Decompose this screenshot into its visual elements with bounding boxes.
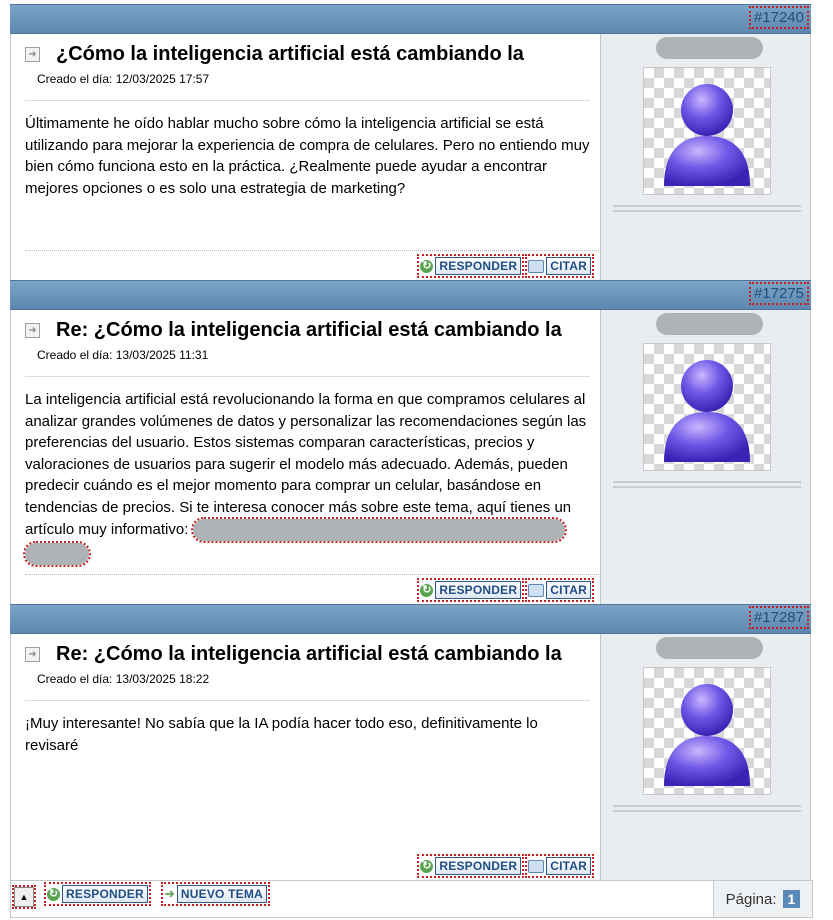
post-title-row bbox=[25, 319, 562, 342]
avatar-icon bbox=[644, 68, 770, 194]
quote-button-label: CITAR bbox=[546, 257, 591, 275]
reply-button-label: RESPONDER bbox=[435, 257, 521, 275]
post-actions bbox=[418, 855, 593, 877]
quote-button[interactable] bbox=[526, 855, 593, 877]
reply-button[interactable] bbox=[418, 579, 523, 601]
reply-icon: ↻ bbox=[422, 583, 432, 596]
reply-button-label: RESPONDER bbox=[435, 857, 521, 875]
post-text: Últimamente he oído hablar mucho sobre cómo la inteligencia artificial se está utilizando para mejorar la experiencia de compra de celulares. Pero no entiendo muy bien cómo funciona esto en la práctica. ¿Realmente puede ayudar a encontrar mejores opciones o es solo una estrategia de marketing? bbox=[25, 115, 590, 197]
post-body bbox=[10, 634, 811, 880]
author-info-lines bbox=[613, 481, 801, 491]
post-id-link[interactable]: #17287 bbox=[751, 608, 807, 627]
thread-footer bbox=[10, 880, 813, 918]
divider bbox=[25, 700, 590, 701]
quote-button-label: CITAR bbox=[546, 857, 591, 875]
post-title: ¿Cómo la inteligencia artificial está cambiando la bbox=[56, 43, 524, 65]
new-topic-label: NUEVO TEMA bbox=[177, 885, 267, 903]
post bbox=[10, 604, 811, 880]
post-id-link[interactable]: #17275 bbox=[751, 284, 807, 303]
reply-button[interactable] bbox=[418, 255, 523, 277]
post-actions bbox=[418, 579, 593, 601]
post-title-row bbox=[25, 643, 562, 666]
post-header bbox=[10, 604, 811, 634]
post-content bbox=[11, 634, 601, 880]
reply-icon: ↻ bbox=[422, 859, 432, 872]
author-info-lines bbox=[613, 205, 801, 215]
divider bbox=[25, 574, 599, 575]
post-title: Re: ¿Cómo la inteligencia artificial está cambiando la bbox=[56, 643, 562, 665]
post-header bbox=[10, 4, 811, 34]
quote-icon bbox=[528, 260, 544, 273]
post-actions bbox=[418, 255, 593, 277]
post-title-row bbox=[25, 43, 524, 66]
pagination bbox=[713, 881, 812, 917]
post-content bbox=[11, 34, 601, 280]
page-label: Página: bbox=[725, 890, 777, 908]
post-text bbox=[25, 389, 591, 565]
article-link[interactable] bbox=[193, 519, 565, 541]
footer-reply-label: RESPONDER bbox=[62, 885, 148, 903]
divider bbox=[25, 100, 590, 101]
quote-icon bbox=[528, 584, 544, 597]
post-header bbox=[10, 280, 811, 310]
avatar bbox=[643, 343, 771, 471]
new-topic-button[interactable] bbox=[162, 883, 269, 905]
author-panel bbox=[600, 310, 810, 604]
footer-reply-button[interactable] bbox=[45, 883, 150, 905]
new-topic-icon: ➜ bbox=[164, 886, 175, 901]
article-link-continued[interactable] bbox=[25, 543, 89, 565]
author-name[interactable] bbox=[656, 637, 763, 659]
author-info-lines bbox=[613, 805, 801, 815]
quote-button[interactable] bbox=[526, 579, 593, 601]
author-name[interactable] bbox=[656, 313, 763, 335]
reply-button-label: RESPONDER bbox=[435, 581, 521, 599]
arrow-right-icon: ➜ bbox=[25, 323, 40, 338]
page-number-1[interactable]: 1 bbox=[783, 890, 801, 908]
post bbox=[10, 280, 811, 604]
avatar bbox=[643, 67, 771, 195]
reply-icon: ↻ bbox=[48, 887, 59, 900]
post-date: Creado el día: 13/03/2025 11:31 bbox=[37, 348, 209, 362]
post-body bbox=[10, 34, 811, 280]
post-body bbox=[10, 310, 811, 604]
arrow-right-icon: ➜ bbox=[25, 47, 40, 62]
quote-button-label: CITAR bbox=[546, 581, 591, 599]
avatar bbox=[643, 667, 771, 795]
avatar-icon bbox=[644, 344, 770, 470]
divider bbox=[25, 250, 599, 251]
divider bbox=[25, 376, 590, 377]
post-date: Creado el día: 12/03/2025 17:57 bbox=[37, 72, 210, 86]
post-text-body: La inteligencia artificial está revolucionando la forma en que compramos celulares al analizar grandes volúmenes de datos y personalizar las recomendaciones según las preferencias del usuario. Estos sistemas comparan características, precios y valoraciones de usuarios para sugerir el modelo más adecuado. Además, pueden predecir cuándo es el mejor momento para comprar un celular, basándose en tendencias de precios. Si te interesa conocer más sobre este tema, aquí tienes un artículo muy informativo: bbox=[25, 391, 587, 538]
post-title: Re: ¿Cómo la inteligencia artificial está cambiando la bbox=[56, 319, 562, 341]
post-id-link[interactable]: #17240 bbox=[751, 8, 807, 27]
author-panel bbox=[600, 34, 810, 280]
arrow-right-icon: ➜ bbox=[25, 647, 40, 662]
avatar-icon bbox=[644, 668, 770, 794]
post-content bbox=[11, 310, 601, 604]
quote-button[interactable] bbox=[526, 255, 593, 277]
post-text: ¡Muy interesante! No sabía que la IA podía hacer todo eso, definitivamente lo revisaré bbox=[25, 715, 538, 754]
post-date: Creado el día: 13/03/2025 18:22 bbox=[37, 672, 210, 686]
author-panel bbox=[600, 634, 810, 880]
reply-button[interactable] bbox=[418, 855, 523, 877]
scroll-top-icon[interactable]: ▲ bbox=[14, 887, 34, 907]
author-name[interactable] bbox=[656, 37, 763, 59]
post bbox=[10, 4, 811, 280]
quote-icon bbox=[528, 860, 544, 873]
reply-icon: ↻ bbox=[422, 259, 432, 272]
